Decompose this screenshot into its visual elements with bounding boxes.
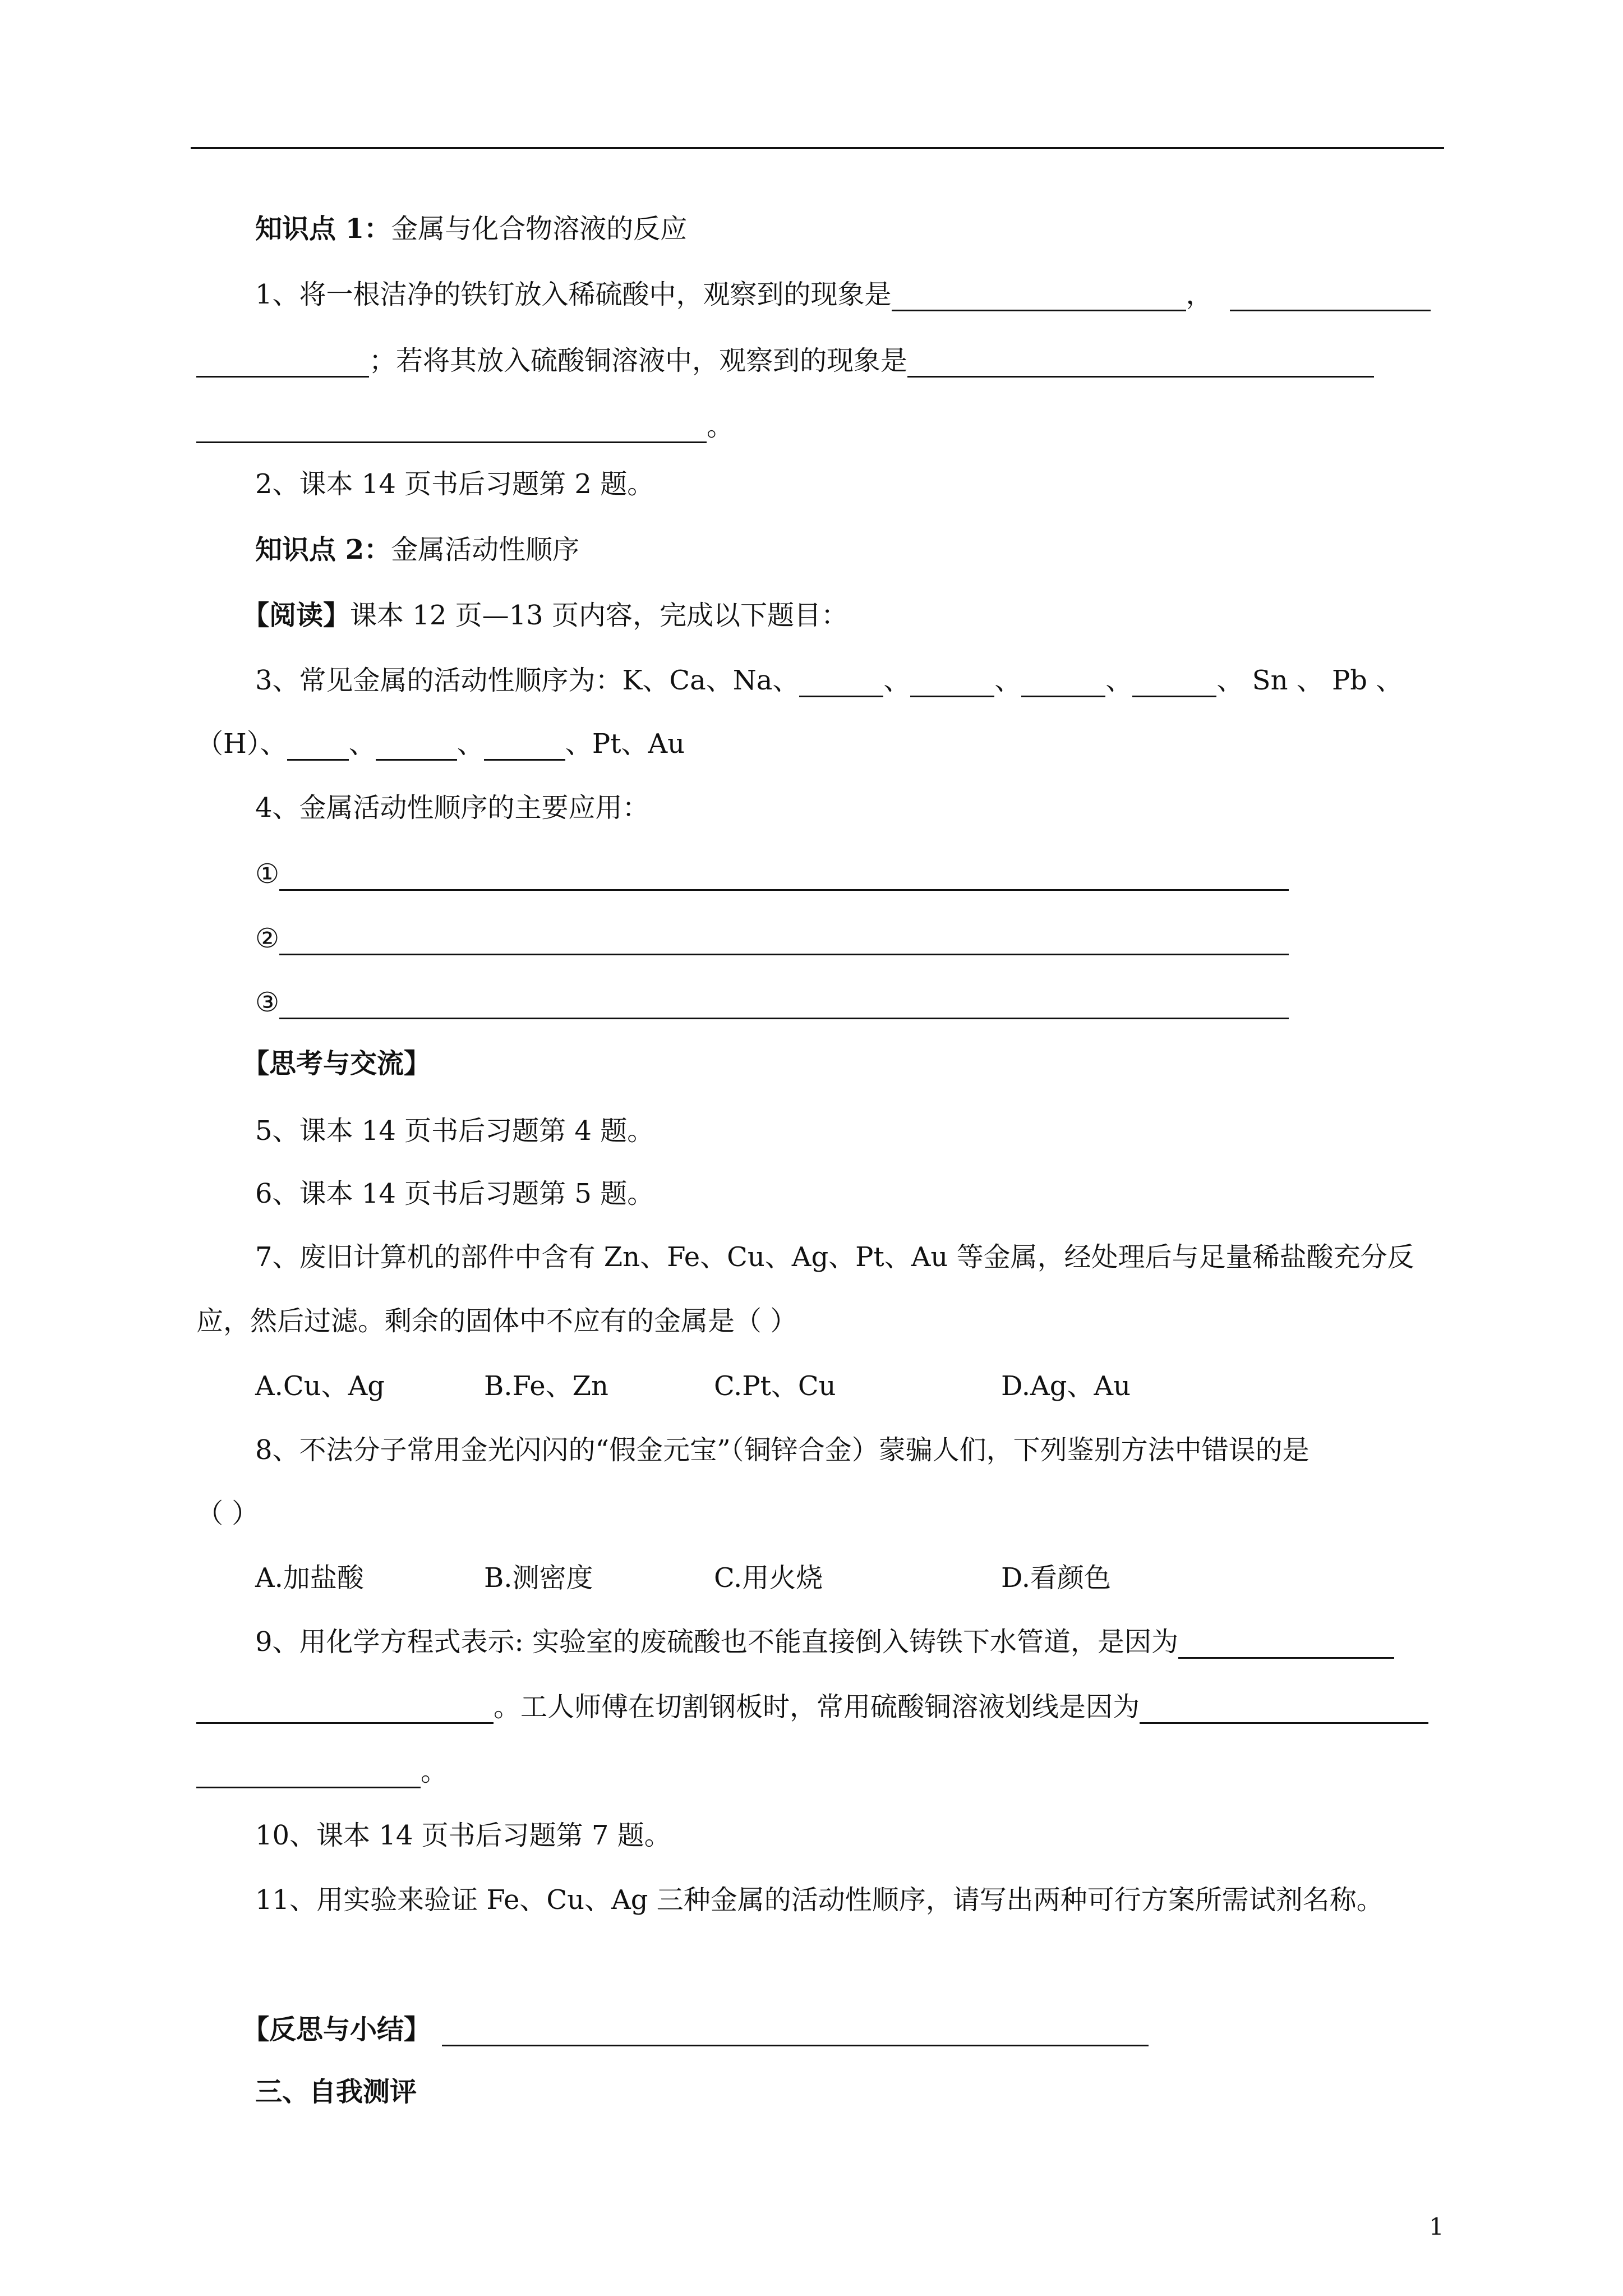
section-1-heading bbox=[255, 212, 687, 246]
answer-blank[interactable] bbox=[907, 347, 1374, 378]
reading-instruction bbox=[242, 599, 848, 632]
section-1-title: 金属与化合物溶液的反应 bbox=[391, 213, 688, 245]
question-4: 4、金属活动性顺序的主要应用： bbox=[255, 792, 649, 823]
question-1-line-1 bbox=[255, 278, 1431, 311]
question-10: 10、课本 14 页书后习题第 7 题。 bbox=[255, 1820, 671, 1851]
section-2-label: 知识点 2： bbox=[255, 534, 391, 565]
reflection-row bbox=[242, 2013, 1149, 2046]
question-1-line-3 bbox=[196, 409, 734, 443]
period: 。 bbox=[707, 411, 734, 442]
answer-blank[interactable] bbox=[1230, 280, 1431, 311]
comma: ， bbox=[1186, 279, 1213, 310]
answer-blank[interactable] bbox=[799, 666, 883, 697]
circled-number-2: ② bbox=[255, 923, 280, 954]
question-9-line-1 bbox=[255, 1625, 1394, 1659]
answer-line[interactable] bbox=[279, 924, 1289, 955]
question-8-line-2: （ ） bbox=[196, 1498, 259, 1529]
option-a[interactable]: A.Cu、Ag bbox=[255, 1370, 385, 1402]
question-3-tail-2: 、Pt、Au bbox=[565, 728, 685, 760]
answer-blank[interactable] bbox=[376, 730, 457, 761]
application-item-2 bbox=[255, 922, 1289, 955]
reflection-answer-line[interactable] bbox=[442, 2016, 1149, 2046]
separator: 、 bbox=[883, 665, 911, 696]
question-5: 5、课本 14 页书后习题第 4 题。 bbox=[255, 1115, 654, 1147]
period: 。 bbox=[421, 1756, 448, 1787]
answer-blank[interactable] bbox=[892, 280, 1186, 311]
section-2-title: 金属活动性顺序 bbox=[391, 534, 580, 565]
reflection-heading: 【反思与小结】 bbox=[242, 2014, 431, 2045]
section-1-label: 知识点 1： bbox=[255, 213, 391, 245]
question-9-text: 9、用化学方程式表示: 实验室的废硫酸也不能直接倒入铸铁下水管道，是因为 bbox=[255, 1626, 1178, 1658]
header-rule bbox=[191, 147, 1444, 149]
option-c[interactable]: C.Pt、Cu bbox=[714, 1370, 836, 1402]
think-and-discuss-heading: 【思考与交流】 bbox=[242, 1048, 431, 1079]
answer-blank[interactable] bbox=[196, 1757, 421, 1788]
application-item-3 bbox=[255, 986, 1289, 1019]
option-b[interactable]: B.测密度 bbox=[484, 1562, 593, 1594]
application-item-1 bbox=[255, 857, 1289, 891]
question-3-tail: 、 Sn 、 Pb 、 bbox=[1216, 665, 1403, 696]
option-d[interactable]: D.看颜色 bbox=[1001, 1562, 1112, 1594]
question-7-line-2: 应，然后过滤。剩余的固体中不应有的金属是（ ） bbox=[196, 1305, 797, 1337]
question-6: 6、课本 14 页书后习题第 5 题。 bbox=[255, 1178, 654, 1209]
question-1-text: 1、将一根洁净的铁钉放入稀硫酸中，观察到的现象是 bbox=[255, 279, 892, 310]
answer-blank[interactable] bbox=[484, 730, 565, 761]
answer-line[interactable] bbox=[279, 988, 1289, 1019]
question-9-line-3 bbox=[196, 1755, 448, 1788]
answer-blank[interactable] bbox=[196, 412, 707, 443]
option-a[interactable]: A.加盐酸 bbox=[255, 1562, 364, 1594]
answer-blank[interactable] bbox=[196, 347, 369, 378]
reading-text: 课本 12 页—13 页内容，完成以下题目： bbox=[350, 600, 848, 631]
question-1-text-2: ；若将其放入硫酸铜溶液中，观察到的现象是 bbox=[369, 345, 908, 376]
separator: 、 bbox=[1105, 665, 1133, 696]
separator: 、 bbox=[994, 665, 1022, 696]
answer-line[interactable] bbox=[279, 860, 1289, 891]
section-3-heading: 三、自我测评 bbox=[255, 2076, 417, 2108]
option-b[interactable]: B.Fe、Zn bbox=[484, 1370, 608, 1402]
hydrogen-label: （H）、 bbox=[196, 728, 287, 760]
separator: 、 bbox=[348, 728, 376, 760]
answer-blank[interactable] bbox=[1132, 666, 1216, 697]
separator: 、 bbox=[457, 728, 484, 760]
answer-blank[interactable] bbox=[196, 1693, 494, 1724]
question-9-text-2: 。工人师傅在切割钢板时，常用硫酸铜溶液划线是因为 bbox=[494, 1691, 1140, 1723]
section-2-heading bbox=[255, 533, 579, 567]
question-11: 11、用实验来验证 Fe、Cu、Ag 三种金属的活动性顺序，请写出两种可行方案所需试剂名称。 bbox=[255, 1884, 1384, 1916]
question-3-line-1 bbox=[255, 664, 1403, 697]
question-9-line-2 bbox=[196, 1690, 1428, 1724]
question-1-line-2 bbox=[196, 344, 1374, 378]
question-7-line-1: 7、废旧计算机的部件中含有 Zn、Fe、Cu、Ag、Pt、Au 等金属，经处理后与足量稀盐酸充分反 bbox=[255, 1241, 1414, 1273]
answer-blank[interactable] bbox=[1021, 666, 1105, 697]
answer-blank[interactable] bbox=[287, 730, 349, 761]
answer-blank[interactable] bbox=[1178, 1628, 1394, 1659]
page-number: 1 bbox=[1429, 2213, 1444, 2240]
answer-blank[interactable] bbox=[910, 666, 994, 697]
question-3-line-2 bbox=[196, 727, 685, 761]
question-8-line-1: 8、不法分子常用金光闪闪的“假金元宝”（铜锌合金）蒙骗人们，下列鉴别方法中错误的是 bbox=[255, 1434, 1310, 1466]
question-3-text: 3、常见金属的活动性顺序为：K、Ca、Na、 bbox=[255, 665, 800, 696]
option-c[interactable]: C.用火烧 bbox=[714, 1562, 823, 1594]
answer-blank[interactable] bbox=[1140, 1693, 1428, 1724]
question-2: 2、课本 14 页书后习题第 2 题。 bbox=[255, 468, 654, 500]
reading-label: 【阅读】 bbox=[242, 600, 351, 631]
circled-number-3: ③ bbox=[255, 987, 280, 1018]
circled-number-1: ① bbox=[255, 858, 280, 890]
option-d[interactable]: D.Ag、Au bbox=[1001, 1370, 1131, 1402]
